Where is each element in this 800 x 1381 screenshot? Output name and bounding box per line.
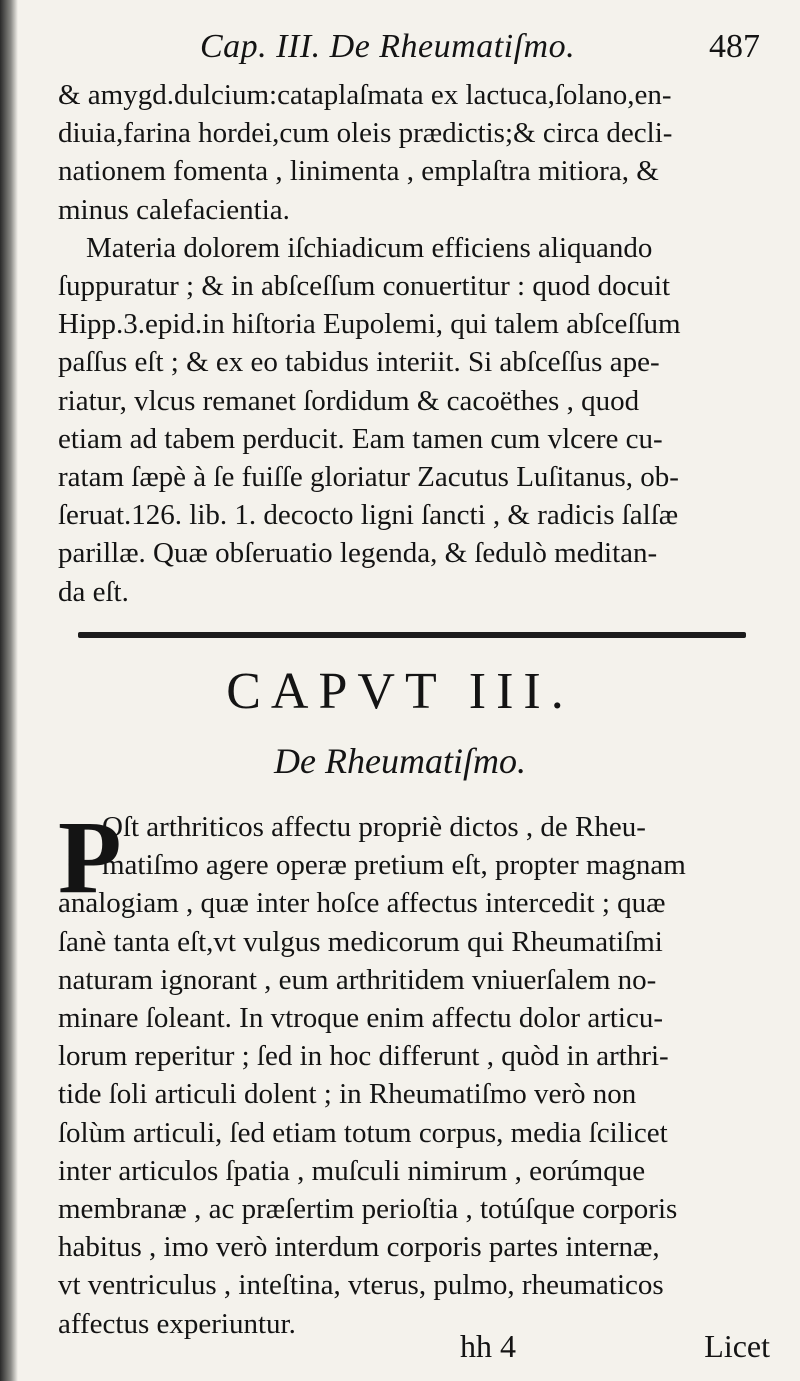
text-line: analogiam , quæ inter hoſce affectus intercedit ; quæ bbox=[58, 887, 666, 920]
running-head bbox=[60, 28, 770, 74]
text-line: nationem fomenta , linimenta , emplaſtra mitiora, & bbox=[58, 155, 659, 188]
text-line: etiam ad tabem perducit. Eam tamen cum vlcere cu- bbox=[58, 422, 663, 455]
text-line: matiſmo agere operæ pretium eſt, propter magnam bbox=[102, 849, 686, 882]
text-line: lorum reperitur ; ſed in hoc differunt , quòd in arthri- bbox=[58, 1040, 669, 1073]
text-line: ſolùm articuli, ſed etiam totum corpus, media ſcilicet bbox=[58, 1116, 668, 1149]
text-line: Hipp.3.epid.in hiſtoria Eupolemi, qui talem abſceſſum bbox=[58, 308, 681, 341]
section-divider-rule bbox=[78, 632, 746, 638]
text-line: riatur, vlcus remanet ſordidum & cacoëthes , quod bbox=[58, 384, 640, 417]
text-line: Materia dolorem iſchiadicum efficiens aliquando bbox=[86, 231, 653, 264]
text-line: vt ventriculus , inteſtina, vterus, pulmo, rheumaticos bbox=[58, 1269, 664, 1302]
text-line: affectus experiuntur. bbox=[58, 1307, 296, 1340]
text-line: paſſus eſt ; & ex eo tabidus interiit. Si abſceſſus ape- bbox=[58, 346, 660, 379]
catchword: Licet bbox=[704, 1328, 770, 1364]
text-line: ſanè tanta eſt,vt vulgus medicorum qui Rheumatiſmi bbox=[58, 925, 663, 958]
text-line: tide ſoli articuli dolent ; in Rheumatiſmo verò non bbox=[58, 1078, 637, 1111]
text-line: ratam ſæpè à ſe fuiſſe gloriatur Zacutus Luſitanus, ob- bbox=[58, 461, 679, 494]
page-footer bbox=[460, 1328, 770, 1368]
chapter-body-text bbox=[58, 800, 758, 1343]
text-line: parillæ. Quæ obſeruatio legenda, & ſedulò meditan- bbox=[58, 537, 658, 570]
continuation-text bbox=[58, 76, 758, 611]
page-number: 487 bbox=[709, 28, 760, 65]
text-line: ſuppuratur ; & in abſceſſum conuertitur : quod docuit bbox=[58, 270, 671, 303]
signature-mark: hh 4 bbox=[460, 1328, 516, 1364]
text-line: minare ſoleant. In vtroque enim affectu dolor articu- bbox=[58, 1002, 664, 1035]
text-line: da eſt. bbox=[58, 575, 129, 608]
text-line: minus calefacientia. bbox=[58, 193, 290, 226]
text-line: ſeruat.126. lib. 1. decocto ligni ſancti , & radicis ſalſæ bbox=[58, 499, 679, 532]
drop-cap: P bbox=[58, 800, 122, 915]
text-line: membranæ , ac præſertim perioſtia , totúſque corporis bbox=[58, 1193, 678, 1226]
running-title: Cap. III. De Rheumatiſmo. bbox=[200, 28, 576, 65]
chapter-title: CAPVT III. bbox=[226, 663, 574, 720]
text-line: naturam ignorant , eum arthritidem vniuerſalem no- bbox=[58, 963, 657, 996]
chapter-subtitle: De Rheumatiſmo. bbox=[274, 741, 526, 781]
text-line: & amygd.dulcium:cataplaſmata ex lactuca,ſolano,en- bbox=[58, 79, 672, 111]
text-line: habitus , imo verò interdum corporis partes internæ, bbox=[58, 1231, 660, 1264]
text-line: Oſt arthriticos affectu propriè dictos , de Rheu- bbox=[102, 811, 646, 843]
text-line: inter articulos ſpatia , muſculi nimirum , eorúmque bbox=[58, 1154, 646, 1187]
text-line: diuia,farina hordei,cum oleis prædictis;& circa decli- bbox=[58, 117, 673, 150]
